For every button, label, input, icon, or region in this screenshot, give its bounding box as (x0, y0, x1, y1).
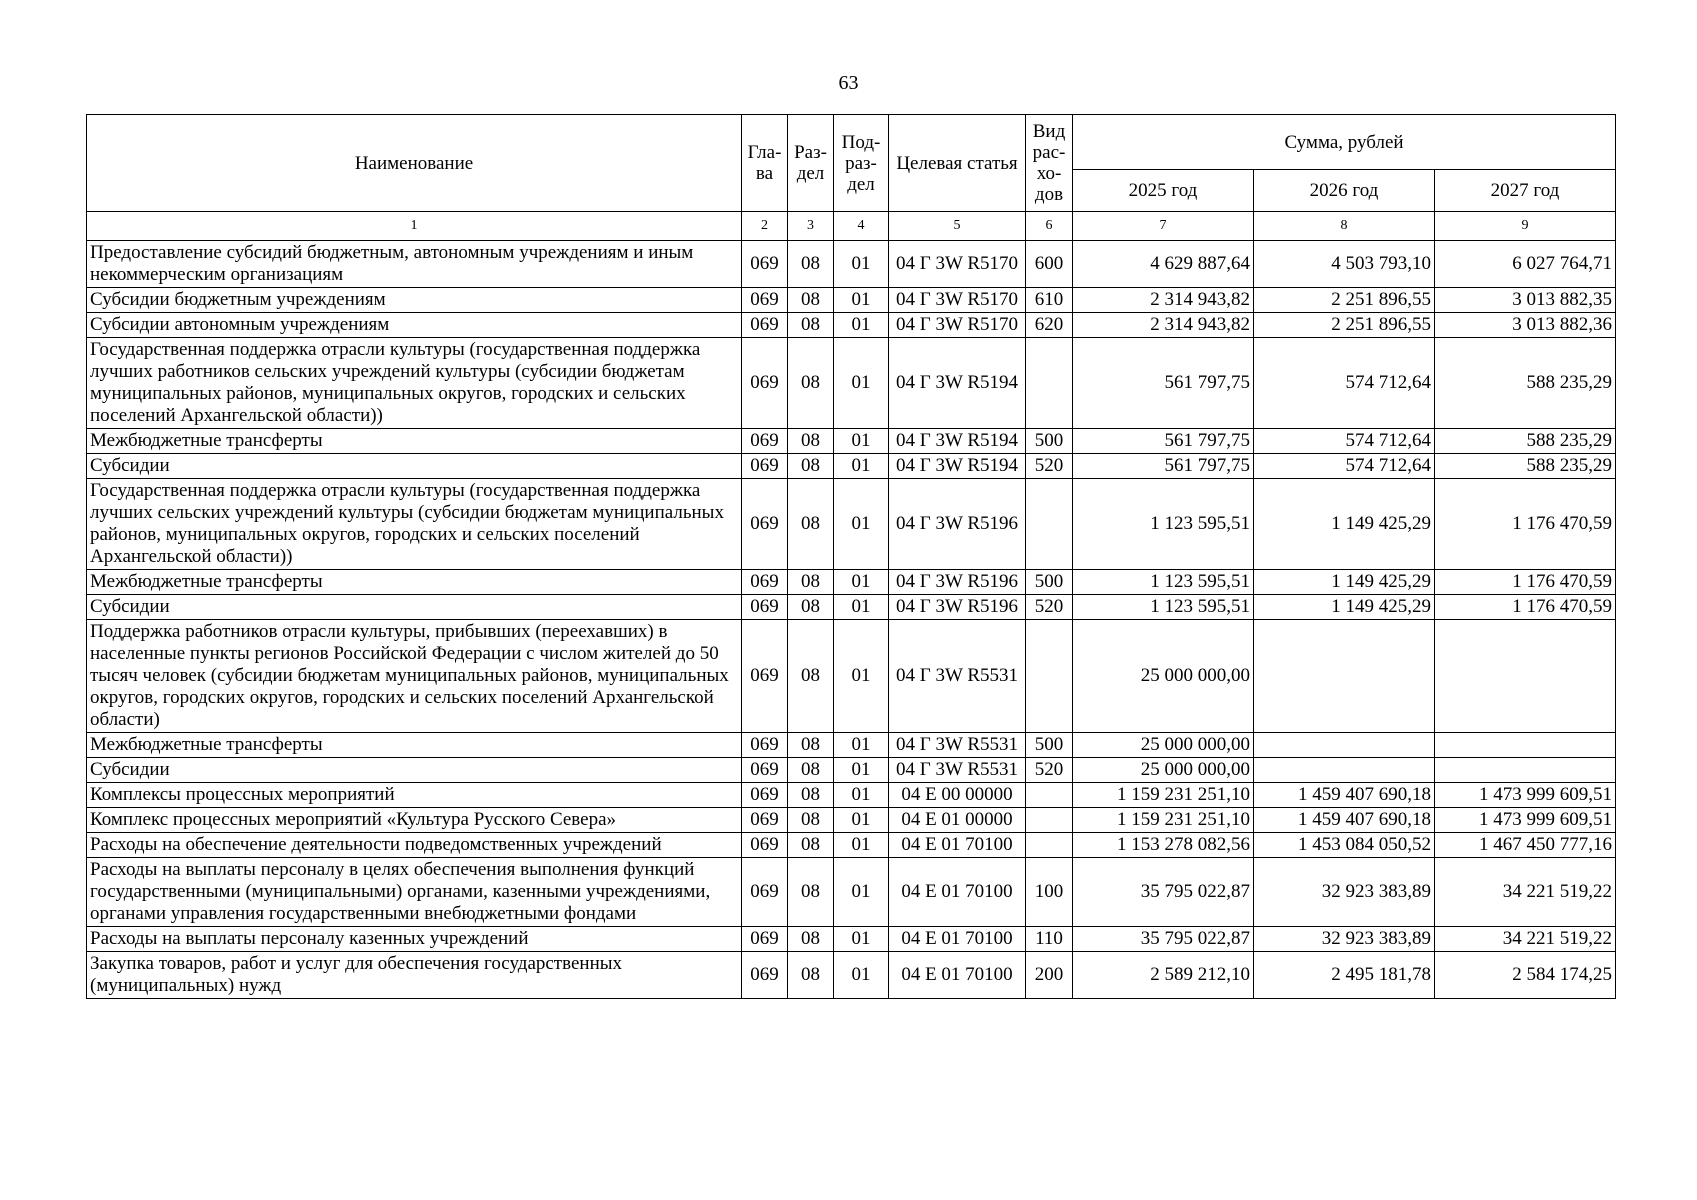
cell-subsection: 01 (834, 241, 889, 288)
cell-sum-2027: 2 584 174,25 (1435, 952, 1616, 999)
cell-target-article: 04 Г 3W R5196 (889, 570, 1026, 595)
cell-section: 08 (788, 479, 834, 570)
cell-subsection: 01 (834, 570, 889, 595)
cell-subsection: 01 (834, 733, 889, 758)
cell-expense-type: 520 (1026, 595, 1073, 620)
table-row (87, 429, 1616, 454)
table-row (87, 570, 1616, 595)
cell-chapter: 069 (742, 454, 788, 479)
cell-expense-type: 100 (1026, 858, 1073, 927)
cell-expense-type: 200 (1026, 952, 1073, 999)
cell-sum-2026: 2 495 181,78 (1254, 952, 1435, 999)
cell-sum-2025: 561 797,75 (1073, 454, 1254, 479)
cell-subsection: 01 (834, 620, 889, 733)
table-row (87, 833, 1616, 858)
cell-name: Государственная поддержка отрасли культуры (государственная поддержка лучших работников сельских учреждений культуры (субсидии бюджетам муниципальных районов, муниципальных округов, городских и сельских поселений Архангельской области)) (87, 338, 742, 429)
table-row (87, 479, 1616, 570)
cell-section: 08 (788, 454, 834, 479)
cell-name: Межбюджетные трансферты (87, 733, 742, 758)
cell-target-article: 04 Г 3W R5194 (889, 338, 1026, 429)
cell-expense-type: 520 (1026, 758, 1073, 783)
cell-sum-2027: 6 027 764,71 (1435, 241, 1616, 288)
cell-sum-2025: 4 629 887,64 (1073, 241, 1254, 288)
cell-sum-2025: 2 589 212,10 (1073, 952, 1254, 999)
cell-sum-2026 (1254, 733, 1435, 758)
cell-section: 08 (788, 783, 834, 808)
cell-target-article: 04 Е 01 70100 (889, 833, 1026, 858)
cell-sum-2026: 1 459 407 690,18 (1254, 783, 1435, 808)
column-number-row (87, 212, 1616, 241)
header-year-2027: 2027 год (1435, 170, 1616, 212)
cell-sum-2027: 1 176 470,59 (1435, 570, 1616, 595)
column-number: 1 (87, 212, 742, 241)
cell-sum-2025: 1 159 231 251,10 (1073, 808, 1254, 833)
cell-sum-2026: 574 712,64 (1254, 454, 1435, 479)
cell-subsection: 01 (834, 833, 889, 858)
cell-target-article: 04 Е 01 70100 (889, 858, 1026, 927)
cell-target-article: 04 Г 3W R5194 (889, 454, 1026, 479)
column-number: 9 (1435, 212, 1616, 241)
cell-expense-type: 620 (1026, 313, 1073, 338)
table-row (87, 808, 1616, 833)
cell-name: Субсидии (87, 454, 742, 479)
table-row (87, 620, 1616, 733)
cell-sum-2025: 35 795 022,87 (1073, 927, 1254, 952)
cell-sum-2027: 588 235,29 (1435, 429, 1616, 454)
cell-section: 08 (788, 808, 834, 833)
cell-chapter: 069 (742, 733, 788, 758)
cell-section: 08 (788, 595, 834, 620)
cell-sum-2026: 1 149 425,29 (1254, 479, 1435, 570)
cell-sum-2025: 25 000 000,00 (1073, 758, 1254, 783)
cell-sum-2025: 1 159 231 251,10 (1073, 783, 1254, 808)
cell-section: 08 (788, 833, 834, 858)
cell-chapter: 069 (742, 338, 788, 429)
cell-expense-type (1026, 620, 1073, 733)
cell-name: Расходы на выплаты персоналу в целях обеспечения выполнения функций государственными (муниципальными) органами, казенными учреждениями, органами управления государственными внебюджетными фондами (87, 858, 742, 927)
cell-chapter: 069 (742, 758, 788, 783)
cell-chapter: 069 (742, 833, 788, 858)
cell-chapter: 069 (742, 858, 788, 927)
cell-target-article: 04 Е 01 70100 (889, 952, 1026, 999)
header-year-2025: 2025 год (1073, 170, 1254, 212)
cell-expense-type (1026, 833, 1073, 858)
cell-subsection: 01 (834, 952, 889, 999)
cell-target-article: 04 Г 3W R5531 (889, 758, 1026, 783)
cell-target-article: 04 Г 3W R5170 (889, 288, 1026, 313)
cell-target-article: 04 Г 3W R5531 (889, 620, 1026, 733)
cell-chapter: 069 (742, 570, 788, 595)
cell-sum-2025: 1 123 595,51 (1073, 570, 1254, 595)
cell-section: 08 (788, 733, 834, 758)
cell-section: 08 (788, 927, 834, 952)
cell-chapter: 069 (742, 429, 788, 454)
cell-name: Расходы на обеспечение деятельности подведомственных учреждений (87, 833, 742, 858)
cell-target-article: 04 Г 3W R5196 (889, 479, 1026, 570)
cell-sum-2025: 1 123 595,51 (1073, 479, 1254, 570)
table-row (87, 454, 1616, 479)
cell-sum-2027: 1 473 999 609,51 (1435, 808, 1616, 833)
cell-sum-2025: 561 797,75 (1073, 338, 1254, 429)
cell-sum-2027: 1 467 450 777,16 (1435, 833, 1616, 858)
cell-name: Предоставление субсидий бюджетным, автономным учреждениям и иным некоммерческим организациям (87, 241, 742, 288)
cell-section: 08 (788, 758, 834, 783)
cell-subsection: 01 (834, 479, 889, 570)
header-section: Раз-дел (788, 115, 834, 212)
cell-name: Закупка товаров, работ и услуг для обеспечения государственных (муниципальных) нужд (87, 952, 742, 999)
cell-sum-2027: 1 176 470,59 (1435, 479, 1616, 570)
column-number: 8 (1254, 212, 1435, 241)
cell-sum-2027 (1435, 733, 1616, 758)
column-number: 5 (889, 212, 1026, 241)
cell-section: 08 (788, 313, 834, 338)
cell-name: Комплекс процессных мероприятий «Культура Русского Севера» (87, 808, 742, 833)
cell-name: Поддержка работников отрасли культуры, прибывших (переехавших) в населенные пункты регионов Российской Федерации с числом жителей до 50 тысяч человек (субсидии бюджетам муниципальных районов, муниципальных округов, городских округов, городских и сельских поселений Архангельской области) (87, 620, 742, 733)
cell-target-article: 04 Г 3W R5170 (889, 313, 1026, 338)
header-chapter: Гла-ва (742, 115, 788, 212)
cell-chapter: 069 (742, 479, 788, 570)
cell-subsection: 01 (834, 454, 889, 479)
cell-target-article: 04 Г 3W R5196 (889, 595, 1026, 620)
cell-chapter: 069 (742, 952, 788, 999)
header-year-2026: 2026 год (1254, 170, 1435, 212)
cell-expense-type (1026, 338, 1073, 429)
cell-sum-2027: 588 235,29 (1435, 454, 1616, 479)
cell-target-article: 04 Е 01 70100 (889, 927, 1026, 952)
cell-name: Комплексы процессных мероприятий (87, 783, 742, 808)
cell-section: 08 (788, 952, 834, 999)
cell-expense-type: 600 (1026, 241, 1073, 288)
cell-subsection: 01 (834, 808, 889, 833)
table-row (87, 952, 1616, 999)
cell-chapter: 069 (742, 288, 788, 313)
cell-expense-type: 500 (1026, 733, 1073, 758)
header-target-article: Целевая статья (889, 115, 1026, 212)
table-row (87, 927, 1616, 952)
cell-subsection: 01 (834, 595, 889, 620)
cell-sum-2026 (1254, 620, 1435, 733)
cell-section: 08 (788, 338, 834, 429)
header-sum: Сумма, рублей (1073, 115, 1616, 170)
cell-target-article: 04 Е 00 00000 (889, 783, 1026, 808)
header-name: Наименование (87, 115, 742, 212)
table-row (87, 733, 1616, 758)
cell-chapter: 069 (742, 783, 788, 808)
cell-target-article: 04 Е 01 00000 (889, 808, 1026, 833)
cell-name: Субсидии (87, 595, 742, 620)
cell-name: Субсидии бюджетным учреждениям (87, 288, 742, 313)
table-row (87, 313, 1616, 338)
cell-section: 08 (788, 429, 834, 454)
cell-subsection: 01 (834, 288, 889, 313)
cell-sum-2025: 25 000 000,00 (1073, 620, 1254, 733)
cell-sum-2026: 1 459 407 690,18 (1254, 808, 1435, 833)
cell-target-article: 04 Г 3W R5194 (889, 429, 1026, 454)
cell-sum-2026: 1 149 425,29 (1254, 570, 1435, 595)
cell-expense-type: 500 (1026, 570, 1073, 595)
cell-chapter: 069 (742, 927, 788, 952)
table-row (87, 783, 1616, 808)
table-row (87, 758, 1616, 783)
table-row (87, 338, 1616, 429)
cell-chapter: 069 (742, 620, 788, 733)
cell-sum-2026: 32 923 383,89 (1254, 927, 1435, 952)
column-number: 6 (1026, 212, 1073, 241)
cell-sum-2025: 2 314 943,82 (1073, 288, 1254, 313)
cell-sum-2025: 35 795 022,87 (1073, 858, 1254, 927)
cell-subsection: 01 (834, 429, 889, 454)
cell-chapter: 069 (742, 595, 788, 620)
cell-sum-2025: 1 123 595,51 (1073, 595, 1254, 620)
cell-target-article: 04 Г 3W R5170 (889, 241, 1026, 288)
cell-sum-2026: 2 251 896,55 (1254, 288, 1435, 313)
cell-name: Межбюджетные трансферты (87, 570, 742, 595)
column-number: 7 (1073, 212, 1254, 241)
cell-expense-type: 610 (1026, 288, 1073, 313)
cell-name: Расходы на выплаты персоналу казенных учреждений (87, 927, 742, 952)
cell-sum-2025: 1 153 278 082,56 (1073, 833, 1254, 858)
cell-sum-2026 (1254, 758, 1435, 783)
column-number: 2 (742, 212, 788, 241)
cell-name: Межбюджетные трансферты (87, 429, 742, 454)
column-number: 3 (788, 212, 834, 241)
cell-name: Субсидии (87, 758, 742, 783)
cell-subsection: 01 (834, 758, 889, 783)
cell-sum-2025: 561 797,75 (1073, 429, 1254, 454)
cell-section: 08 (788, 241, 834, 288)
cell-expense-type (1026, 479, 1073, 570)
cell-chapter: 069 (742, 313, 788, 338)
cell-expense-type: 110 (1026, 927, 1073, 952)
cell-name: Государственная поддержка отрасли культуры (государственная поддержка лучших сельских учреждений культуры (субсидии бюджетам муниципальных районов, муниципальных округов, городских и сельских поселений Архангельской области)) (87, 479, 742, 570)
table-body (87, 241, 1616, 999)
cell-section: 08 (788, 570, 834, 595)
cell-sum-2025: 2 314 943,82 (1073, 313, 1254, 338)
cell-expense-type (1026, 783, 1073, 808)
cell-target-article: 04 Г 3W R5531 (889, 733, 1026, 758)
cell-section: 08 (788, 620, 834, 733)
cell-sum-2026: 4 503 793,10 (1254, 241, 1435, 288)
cell-sum-2026: 1 453 084 050,52 (1254, 833, 1435, 858)
cell-sum-2025: 25 000 000,00 (1073, 733, 1254, 758)
cell-sum-2027: 3 013 882,35 (1435, 288, 1616, 313)
budget-table (86, 114, 1616, 999)
cell-name: Субсидии автономным учреждениям (87, 313, 742, 338)
cell-subsection: 01 (834, 313, 889, 338)
table-row (87, 858, 1616, 927)
page-number: 63 (838, 72, 859, 94)
cell-sum-2027 (1435, 620, 1616, 733)
cell-expense-type (1026, 808, 1073, 833)
table-row (87, 241, 1616, 288)
cell-sum-2027 (1435, 758, 1616, 783)
cell-sum-2026: 2 251 896,55 (1254, 313, 1435, 338)
column-number: 4 (834, 212, 889, 241)
cell-expense-type: 500 (1026, 429, 1073, 454)
header-expense-type: Вид рас-хо-дов (1026, 115, 1073, 212)
cell-sum-2026: 32 923 383,89 (1254, 858, 1435, 927)
cell-sum-2026: 1 149 425,29 (1254, 595, 1435, 620)
cell-subsection: 01 (834, 927, 889, 952)
cell-sum-2027: 1 473 999 609,51 (1435, 783, 1616, 808)
cell-sum-2027: 588 235,29 (1435, 338, 1616, 429)
table-row (87, 595, 1616, 620)
cell-sum-2026: 574 712,64 (1254, 338, 1435, 429)
cell-sum-2027: 1 176 470,59 (1435, 595, 1616, 620)
cell-sum-2027: 3 013 882,36 (1435, 313, 1616, 338)
header-subsection: Под-раз-дел (834, 115, 889, 212)
cell-section: 08 (788, 288, 834, 313)
cell-section: 08 (788, 858, 834, 927)
cell-expense-type: 520 (1026, 454, 1073, 479)
cell-subsection: 01 (834, 338, 889, 429)
cell-sum-2027: 34 221 519,22 (1435, 927, 1616, 952)
cell-subsection: 01 (834, 858, 889, 927)
cell-sum-2027: 34 221 519,22 (1435, 858, 1616, 927)
table-row (87, 288, 1616, 313)
cell-chapter: 069 (742, 241, 788, 288)
cell-subsection: 01 (834, 783, 889, 808)
cell-sum-2026: 574 712,64 (1254, 429, 1435, 454)
cell-chapter: 069 (742, 808, 788, 833)
